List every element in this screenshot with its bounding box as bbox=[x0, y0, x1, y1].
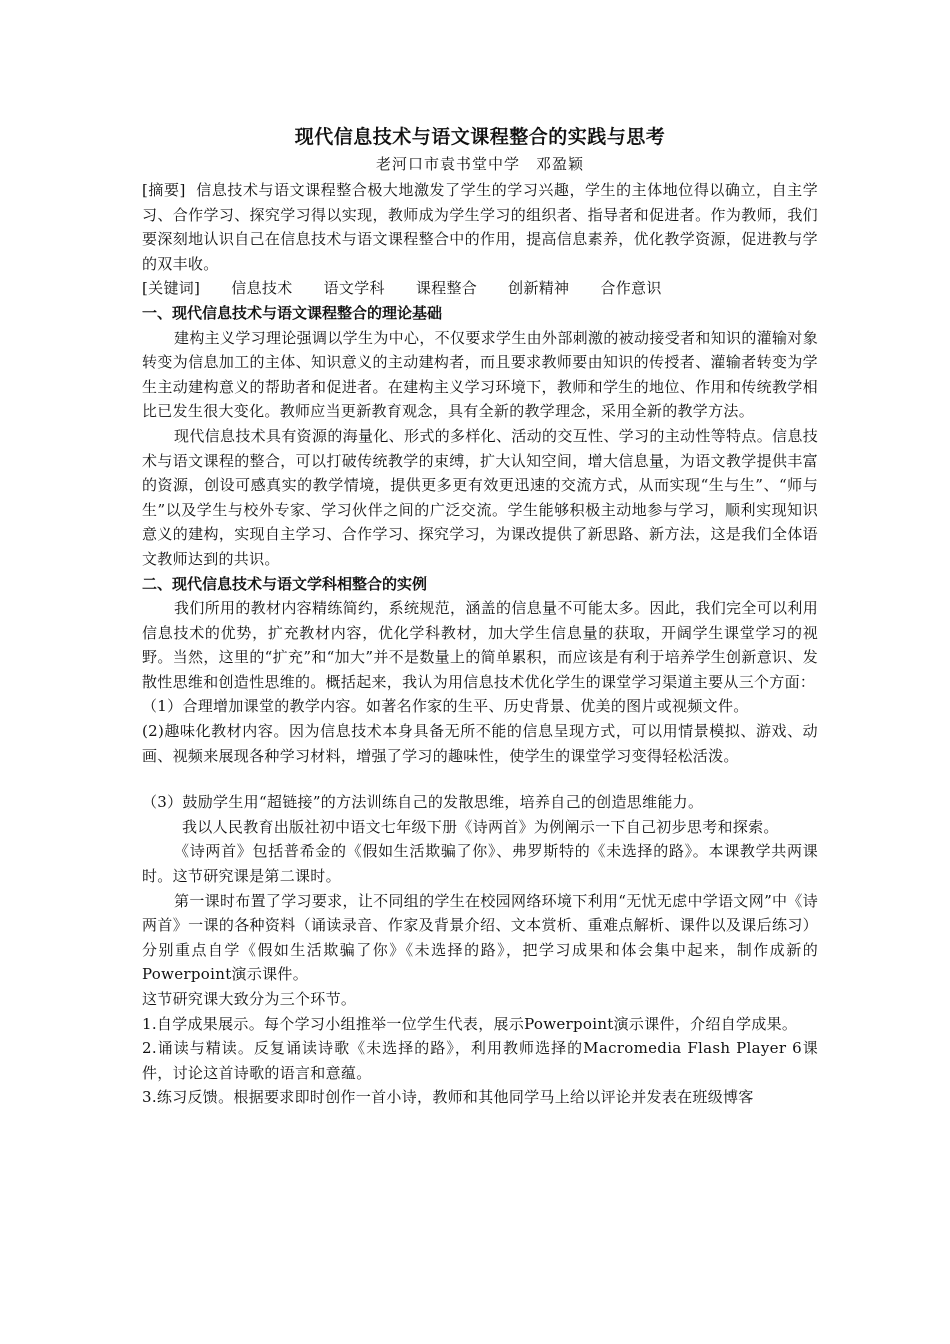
list-item: （3）鼓励学生用“超链接”的方法训练自己的发散思维，培养自己的创造思维能力。 bbox=[142, 793, 704, 812]
abstract-label: [摘要] bbox=[142, 181, 186, 199]
abstract-paragraph bbox=[142, 178, 818, 276]
document-page bbox=[142, 122, 818, 1110]
document-author: 老河口市袁书堂中学 邓盈颖 bbox=[375, 155, 584, 173]
keywords-line bbox=[142, 276, 818, 301]
keyword: 语文学科 bbox=[323, 279, 385, 298]
section-heading-1: 一、现代信息技术与语文课程整合的理论基础 bbox=[142, 303, 443, 322]
keyword: 信息技术 bbox=[231, 279, 293, 298]
list-item: (2)趣味化教材内容。因为信息技术本身具备无所不能的信息呈现方式，可以用情景模拟、游戏、动画、视频来展现各种学习材料，增强了学习的趣味性，使学生的课堂学习变得轻松活泼。 bbox=[142, 722, 818, 765]
document-title: 现代信息技术与语文课程整合的实践与思考 bbox=[294, 126, 666, 148]
body-paragraph: 《诗两首》包括普希金的《假如生活欺骗了你》、弗罗斯特的《未选择的路》。本课教学共两课时。这节研究课是第二课时。 bbox=[142, 842, 818, 886]
keyword: 课程整合 bbox=[415, 279, 478, 298]
blank-line bbox=[142, 768, 818, 790]
body-paragraph: 这节研究课大致分为三个环节。 bbox=[142, 990, 357, 1008]
keywords-label: [关键词] bbox=[142, 279, 201, 298]
body-paragraph: 现代信息技术具有资源的海量化、形式的多样化、活动的交互性、学习的主动性等特点。信息技术与语文课程的整合，可以打破传统教学的束缚，扩大认知空间，增大信息量，为语文教学提供丰富的资源，创设可感真实的教学情境，提供更多更有效更迅速的交流方式，从而实现“生与生”、“师与生”以及学生与校外专家、学习伙伴之间的广泛交流。学生能够积极主动地参与学习，顺利实现知识意义的建构，实现自主学习、合作学习、探究学习，为课改提供了新思路、新方法，这是我们全体语文教师达到的共识。 bbox=[142, 426, 818, 568]
step-item: 1.自学成果展示。每个学习小组推举一位学生代表，展示Powerpoint演示课件，介绍自学成果。 bbox=[142, 1014, 798, 1033]
body-paragraph: 第一课时布置了学习要求，让不同组的学生在校园网络环境下利用“无忧无虑中学语文网”中《诗两首》一课的各种资料（诵读录音、作家及背景介绍、文本赏析、重难点解析、课件以及课后练习）分别重点自学《假如生活欺骗了你》《未选择的路》，把学习成果和体会集中起来，制作成新的Powerpoint演示课件。 bbox=[142, 891, 818, 984]
abstract-text: 信息技术与语文课程整合极大地激发了学生的学习兴趣，学生的主体地位得以确立，自主学习、合作学习、探究学习得以实现，教师成为学生学习的组织者、指导者和促进者。作为教师，我们要深刻地认识自己在信息技术与语文课程整合中的作用，提高信息素养，优化教学资源，促进教与学的双丰收。 bbox=[142, 181, 818, 273]
body-paragraph: 我们所用的教材内容精练简约，系统规范，涵盖的信息量不可能太多。因此，我们完全可以利用信息技术的优势，扩充教材内容，优化学科教材，加大学生信息量的获取，开阔学生课堂学习的视野。当然，这里的“扩充”和“加大”并不是数量上的简单累积，而应该是有利于培养学生创新意识、发散性思维和创造性思维的。概括起来，我认为用信息技术优化学生的课堂学习渠道主要从三个方面： bbox=[142, 599, 818, 691]
list-item: （1）合理增加课堂的教学内容。如著名作家的生平、历史背景、优美的图片或视频文件。 bbox=[142, 697, 749, 716]
body-paragraph: 我以人民教育出版社初中语文七年级下册《诗两首》为例阐示一下自己初步思考和探索。 bbox=[182, 817, 779, 836]
keyword: 创新精神 bbox=[508, 279, 570, 298]
section-heading-2: 二、现代信息技术与语文学科相整合的实例 bbox=[142, 574, 428, 593]
keyword: 合作意识 bbox=[600, 279, 662, 298]
step-item: 2.诵读与精读。反复诵读诗歌《未选择的路》，利用教师选择的Macromedia Flash Player 6课件，讨论这首诗歌的语言和意蕴。 bbox=[142, 1039, 818, 1082]
step-item: 3.练习反馈。根据要求即时创作一首小诗，教师和其他同学马上给以评论并发表在班级博客 bbox=[142, 1088, 754, 1107]
body-paragraph: 建构主义学习理论强调以学生为中心，不仅要求学生由外部刺激的被动接受者和知识的灌输对象转变为信息加工的主体、知识意义的主动建构者，而且要求教师要由知识的传授者、灌输者转变为学生主动建构意义的帮助者和促进者。在建构主义学习环境下，教师和学生的地位、作用和传统教学相比已发生很大变化。教师应当更新教育观念，具有全新的教学理念，采用全新的教学方法。 bbox=[142, 328, 818, 421]
